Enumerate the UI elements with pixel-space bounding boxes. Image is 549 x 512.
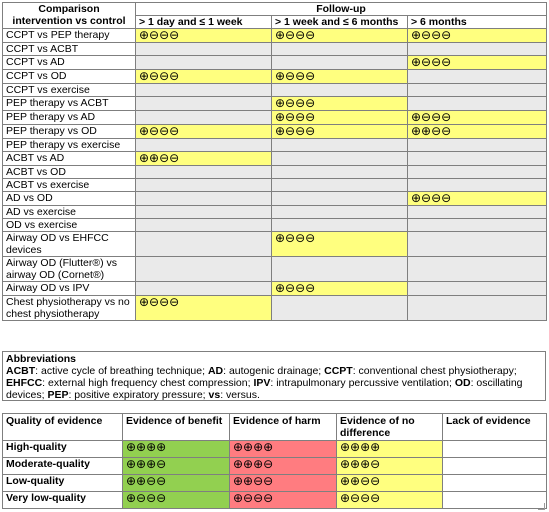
comparison-table-body — [3, 29, 547, 321]
legend-row — [3, 475, 547, 492]
quality-rating-icon: ⊕⊕⊖⊖ — [126, 474, 167, 488]
evidence-cell-col3 — [408, 179, 547, 192]
abbreviation-term: EHFCC — [6, 377, 43, 389]
quality-level-label: Moderate-quality — [3, 458, 123, 475]
evidence-cell-col3 — [408, 125, 547, 139]
quality-level-label: Very low-quality — [3, 492, 123, 509]
legend-cell-no-difference — [337, 475, 443, 492]
table-row — [3, 29, 547, 43]
legend-cell-no-difference — [337, 492, 443, 509]
abbreviation-term: OD — [454, 377, 471, 389]
quality-rating-icon: ⊕⊖⊖⊖ — [411, 28, 452, 42]
evidence-cell-col1 — [136, 84, 272, 97]
abbreviation-term: ACBT — [6, 365, 36, 377]
evidence-cell-col3 — [408, 97, 547, 111]
legend-header-lack: Lack of evidence — [443, 414, 547, 441]
evidence-cell-col1 — [136, 219, 272, 232]
evidence-cell-col2 — [272, 139, 408, 152]
evidence-cell-col1 — [136, 70, 272, 84]
evidence-cell-col1 — [136, 206, 272, 219]
evidence-cell-col3 — [408, 282, 547, 296]
legend-cell-harm — [230, 458, 337, 475]
comparison-label: PEP therapy vs OD — [3, 125, 136, 139]
legend-cell-benefit — [123, 492, 230, 509]
table-row — [3, 257, 547, 282]
abbreviation-definition: : versus. — [220, 389, 260, 401]
evidence-cell-col1 — [136, 97, 272, 111]
evidence-cell-col2 — [272, 296, 408, 321]
evidence-cell-col3 — [408, 29, 547, 43]
evidence-cell-col3 — [408, 56, 547, 70]
quality-rating-icon: ⊕⊖⊖⊖ — [126, 491, 167, 505]
legend-cell-harm — [230, 441, 337, 458]
evidence-cell-col2 — [272, 56, 408, 70]
comparison-label: ACBT vs AD — [3, 152, 136, 166]
legend-cell-no-difference — [337, 441, 443, 458]
resize-corner — [538, 503, 545, 510]
quality-rating-icon: ⊕⊕⊕⊖ — [126, 457, 167, 471]
evidence-cell-col3 — [408, 296, 547, 321]
table-row — [3, 97, 547, 111]
evidence-cell-col1 — [136, 166, 272, 179]
evidence-cell-col2 — [272, 257, 408, 282]
table-row — [3, 84, 547, 97]
quality-rating-icon: ⊕⊕⊕⊕ — [340, 440, 381, 454]
evidence-cell-col1 — [136, 296, 272, 321]
quality-rating-icon: ⊕⊕⊖⊖ — [340, 474, 381, 488]
quality-rating-icon: ⊕⊖⊖⊖ — [275, 124, 316, 138]
quality-rating-icon: ⊕⊖⊖⊖ — [275, 281, 316, 295]
abbreviations-box — [2, 351, 546, 401]
evidence-cell-col2 — [272, 152, 408, 166]
evidence-cell-col3 — [408, 219, 547, 232]
comparison-label: AD vs OD — [3, 192, 136, 206]
quality-rating-icon: ⊕⊖⊖⊖ — [139, 28, 180, 42]
comparison-label: OD vs exercise — [3, 219, 136, 232]
quality-level-label: High-quality — [3, 441, 123, 458]
quality-rating-icon: ⊕⊕⊕⊖ — [340, 457, 381, 471]
legend-cell-benefit — [123, 475, 230, 492]
legend-header-quality: Quality of evidence — [3, 414, 123, 441]
comparison-header — [3, 3, 136, 29]
comparison-label: Airway OD (Flutter®) vs airway OD (Cornet®) — [3, 257, 136, 282]
followup-header: Follow-up — [136, 3, 547, 16]
comparison-label: ACBT vs OD — [3, 166, 136, 179]
table-row — [3, 152, 547, 166]
table-row — [3, 56, 547, 70]
evidence-cell-col2 — [272, 179, 408, 192]
quality-rating-icon: ⊕⊕⊖⊖ — [411, 124, 452, 138]
comparison-label: Airway OD vs EHFCC devices — [3, 232, 136, 257]
comparison-label: AD vs exercise — [3, 206, 136, 219]
abbreviation-term: PEP — [47, 389, 69, 401]
abbreviation-definition: : intrapulmonary percussive ventilation; — [270, 377, 455, 389]
evidence-cell-col2 — [272, 206, 408, 219]
comparison-header-line1: Comparison — [38, 3, 100, 15]
followup-col2-header: > 1 week and ≤ 6 months — [272, 16, 408, 29]
comparison-label: CCPT vs exercise — [3, 84, 136, 97]
legend-body — [3, 441, 547, 509]
evidence-cell-col2 — [272, 111, 408, 125]
table-row — [3, 70, 547, 84]
table-row — [3, 206, 547, 219]
quality-rating-icon: ⊕⊕⊖⊖ — [233, 474, 274, 488]
table-row — [3, 139, 547, 152]
quality-rating-icon: ⊕⊖⊖⊖ — [139, 295, 180, 309]
evidence-cell-col1 — [136, 179, 272, 192]
evidence-cell-col1 — [136, 257, 272, 282]
quality-rating-icon: ⊕⊕⊕⊖ — [233, 457, 274, 471]
abbreviation-term: AD — [207, 365, 224, 377]
legend-cell-no-difference — [337, 458, 443, 475]
quality-rating-icon: ⊕⊕⊕⊕ — [126, 440, 167, 454]
legend-cell-harm — [230, 475, 337, 492]
comparison-label: PEP therapy vs exercise — [3, 139, 136, 152]
legend-cell-harm — [230, 492, 337, 509]
evidence-cell-col3 — [408, 257, 547, 282]
table-row — [3, 219, 547, 232]
quality-rating-icon: ⊕⊖⊖⊖ — [233, 491, 274, 505]
quality-rating-icon: ⊕⊖⊖⊖ — [275, 69, 316, 83]
table-row — [3, 192, 547, 206]
quality-rating-icon: ⊕⊖⊖⊖ — [275, 110, 316, 124]
quality-level-label: Low-quality — [3, 475, 123, 492]
legend-header-harm: Evidence of harm — [230, 414, 337, 441]
quality-rating-icon: ⊕⊖⊖⊖ — [275, 96, 316, 110]
quality-rating-icon: ⊕⊖⊖⊖ — [411, 55, 452, 69]
followup-col3-header: > 6 months — [408, 16, 547, 29]
evidence-cell-col2 — [272, 125, 408, 139]
table-row — [3, 125, 547, 139]
evidence-cell-col3 — [408, 206, 547, 219]
evidence-cell-col1 — [136, 111, 272, 125]
abbreviation-definition: : external high frequency chest compression; — [42, 377, 254, 389]
table-row — [3, 282, 547, 296]
evidence-cell-col3 — [408, 152, 547, 166]
comparison-label: CCPT vs ACBT — [3, 43, 136, 56]
legend-header-benefit: Evidence of benefit — [123, 414, 230, 441]
comparison-label: CCPT vs AD — [3, 56, 136, 70]
quality-rating-icon: ⊕⊖⊖⊖ — [275, 231, 316, 245]
legend-row — [3, 458, 547, 475]
abbreviation-definition: : conventional chest physiotherapy; — [352, 365, 517, 377]
evidence-cell-col1 — [136, 232, 272, 257]
legend-cell-lack — [443, 441, 547, 458]
quality-rating-icon: ⊕⊕⊕⊕ — [233, 440, 274, 454]
abbreviation-term: IPV — [253, 377, 271, 389]
evidence-cell-col1 — [136, 56, 272, 70]
evidence-cell-col1 — [136, 192, 272, 206]
evidence-cell-col1 — [136, 43, 272, 56]
evidence-cell-col2 — [272, 166, 408, 179]
evidence-cell-col1 — [136, 139, 272, 152]
abbreviations-text — [6, 365, 542, 401]
comparison-header-line2: intervention vs control — [12, 15, 126, 27]
abbreviation-definition: : active cycle of breathing technique; — [35, 365, 208, 377]
abbreviation-term: vs — [208, 389, 221, 401]
evidence-cell-col3 — [408, 232, 547, 257]
comparison-label: Airway OD vs IPV — [3, 282, 136, 296]
quality-rating-icon: ⊕⊖⊖⊖ — [275, 28, 316, 42]
comparison-label: CCPT vs PEP therapy — [3, 29, 136, 43]
abbreviation-definition: : oscillating devices; — [6, 377, 523, 401]
comparison-label: ACBT vs exercise — [3, 179, 136, 192]
legend-header-no-difference: Evidence of no difference — [337, 414, 443, 441]
followup-col1-header: > 1 day and ≤ 1 week — [136, 16, 272, 29]
quality-rating-icon: ⊕⊖⊖⊖ — [139, 69, 180, 83]
abbreviation-definition: : positive expiratory pressure; — [68, 389, 209, 401]
evidence-cell-col3 — [408, 43, 547, 56]
evidence-cell-col2 — [272, 43, 408, 56]
abbreviations-title: Abbreviations — [6, 353, 77, 365]
table-row — [3, 166, 547, 179]
evidence-cell-col3 — [408, 111, 547, 125]
comparison-label: PEP therapy vs AD — [3, 111, 136, 125]
legend-row — [3, 492, 547, 509]
evidence-cell-col2 — [272, 232, 408, 257]
table-row — [3, 43, 547, 56]
evidence-cell-col2 — [272, 192, 408, 206]
evidence-cell-col2 — [272, 97, 408, 111]
legend-cell-benefit — [123, 458, 230, 475]
evidence-cell-col1 — [136, 125, 272, 139]
evidence-cell-col3 — [408, 139, 547, 152]
legend-row — [3, 441, 547, 458]
quality-rating-icon: ⊕⊖⊖⊖ — [411, 191, 452, 205]
quality-rating-icon: ⊕⊖⊖⊖ — [340, 491, 381, 505]
evidence-cell-col3 — [408, 70, 547, 84]
quality-rating-icon: ⊕⊖⊖⊖ — [139, 124, 180, 138]
evidence-cell-col3 — [408, 192, 547, 206]
evidence-cell-col1 — [136, 29, 272, 43]
comparison-label: CCPT vs OD — [3, 70, 136, 84]
evidence-cell-col2 — [272, 70, 408, 84]
evidence-cell-col2 — [272, 282, 408, 296]
comparison-label: Chest physiotherapy vs no chest physiotherapy — [3, 296, 136, 321]
legend-cell-benefit — [123, 441, 230, 458]
evidence-cell-col2 — [272, 84, 408, 97]
table-row — [3, 111, 547, 125]
comparison-table — [2, 2, 547, 321]
abbreviation-term: CCPT — [324, 365, 353, 377]
legend-cell-lack — [443, 458, 547, 475]
abbreviation-definition: : autogenic drainage; — [223, 365, 325, 377]
comparison-label: PEP therapy vs ACBT — [3, 97, 136, 111]
quality-rating-icon: ⊕⊖⊖⊖ — [411, 110, 452, 124]
quality-rating-icon: ⊕⊕⊖⊖ — [139, 151, 180, 165]
evidence-cell-col3 — [408, 166, 547, 179]
table-row — [3, 232, 547, 257]
table-row — [3, 179, 547, 192]
legend-cell-lack — [443, 492, 547, 509]
evidence-cell-col3 — [408, 84, 547, 97]
evidence-cell-col1 — [136, 152, 272, 166]
legend-cell-lack — [443, 475, 547, 492]
evidence-cell-col2 — [272, 29, 408, 43]
evidence-cell-col2 — [272, 219, 408, 232]
table-row — [3, 296, 547, 321]
quality-legend-table — [2, 413, 547, 509]
evidence-cell-col1 — [136, 282, 272, 296]
